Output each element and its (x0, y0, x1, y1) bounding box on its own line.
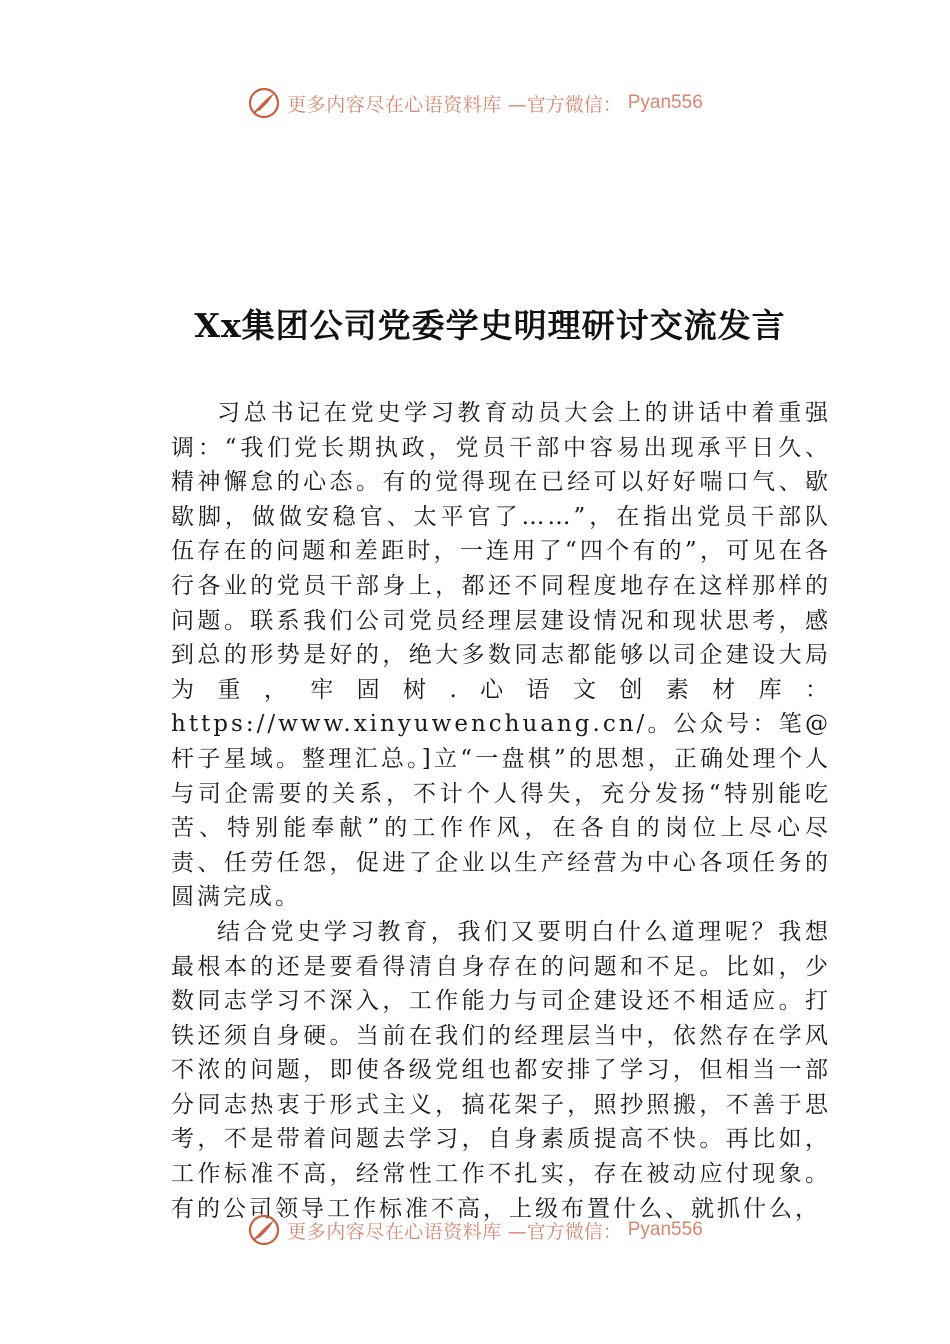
document-body (171, 396, 831, 1226)
header-banner-separator: —官方微信： (507, 93, 622, 116)
header-wechat-id: Pyan556 (627, 92, 703, 113)
footer-banner (0, 1210, 950, 1250)
header-banner (0, 83, 950, 123)
quill-pen-logo-icon (247, 86, 281, 120)
paragraph: 习总书记在党史学习教育动员大会上的讲话中着重强调：“我们党长期执政，党员干部中容易出现承平日久、精神懈怠的心态。有的觉得现在已经可以好好喘口气、歇歇脚，做做安稳官、太平官了……”，在指出党员干部队伍存在的问题和差距时，一连用了“四个有的”，可见在各行各业的党员干部身上，都还不同程度地存在这样那样的问题。联系我们公司党员经理层建设情况和现状思考，感到总的形势是好的，绝大多数同志都能够以司企建设大局为重，牢固树.心语文创素材库：https://www.xinyuwenchuang.cn/。公众号：笔@杆子星域。整理汇总。]立“一盘棋”的思想，正确处理个人与司企需要的关系，不计个人得失，充分发扬“特别能吃苦、特别能奉献”的工作作风，在各自的岗位上尽心尽责、任劳任怨，促进了企业以生产经营为中心各项任务的圆满完成。 (171, 400, 831, 911)
quill-pen-logo-icon (247, 1213, 281, 1247)
paragraph: 结合党史学习教育，我们又要明白什么道理呢？我想最根本的还是要看得清自身存在的问题和不足。比如，少数同志学习不深入，工作能力与司企建设还不相适应。打铁还须自身硬。当前在我们的经理层当中，依然存在学风不浓的问题，即使各级党组也都安排了学习，但相当一部分同志热衷于形式主义，搞花架子，照抄照搬，不善于思考，不是带着问题去学习，自身素质提高不快。再比如，工作标准不高，经常性工作不扎实，存在被动应付现象。有的公司领导工作标准不高，上级布置什么、就抓什么， (171, 918, 831, 1222)
footer-banner-separator: —官方微信： (507, 1220, 622, 1243)
footer-banner-text: 更多内容尽在心语资料库 (287, 1220, 502, 1243)
header-banner-text: 更多内容尽在心语资料库 (287, 93, 502, 116)
footer-wechat-id: Pyan556 (627, 1219, 703, 1240)
document-title: Xx集团公司党委学史明理研讨交流发言 (194, 306, 786, 345)
